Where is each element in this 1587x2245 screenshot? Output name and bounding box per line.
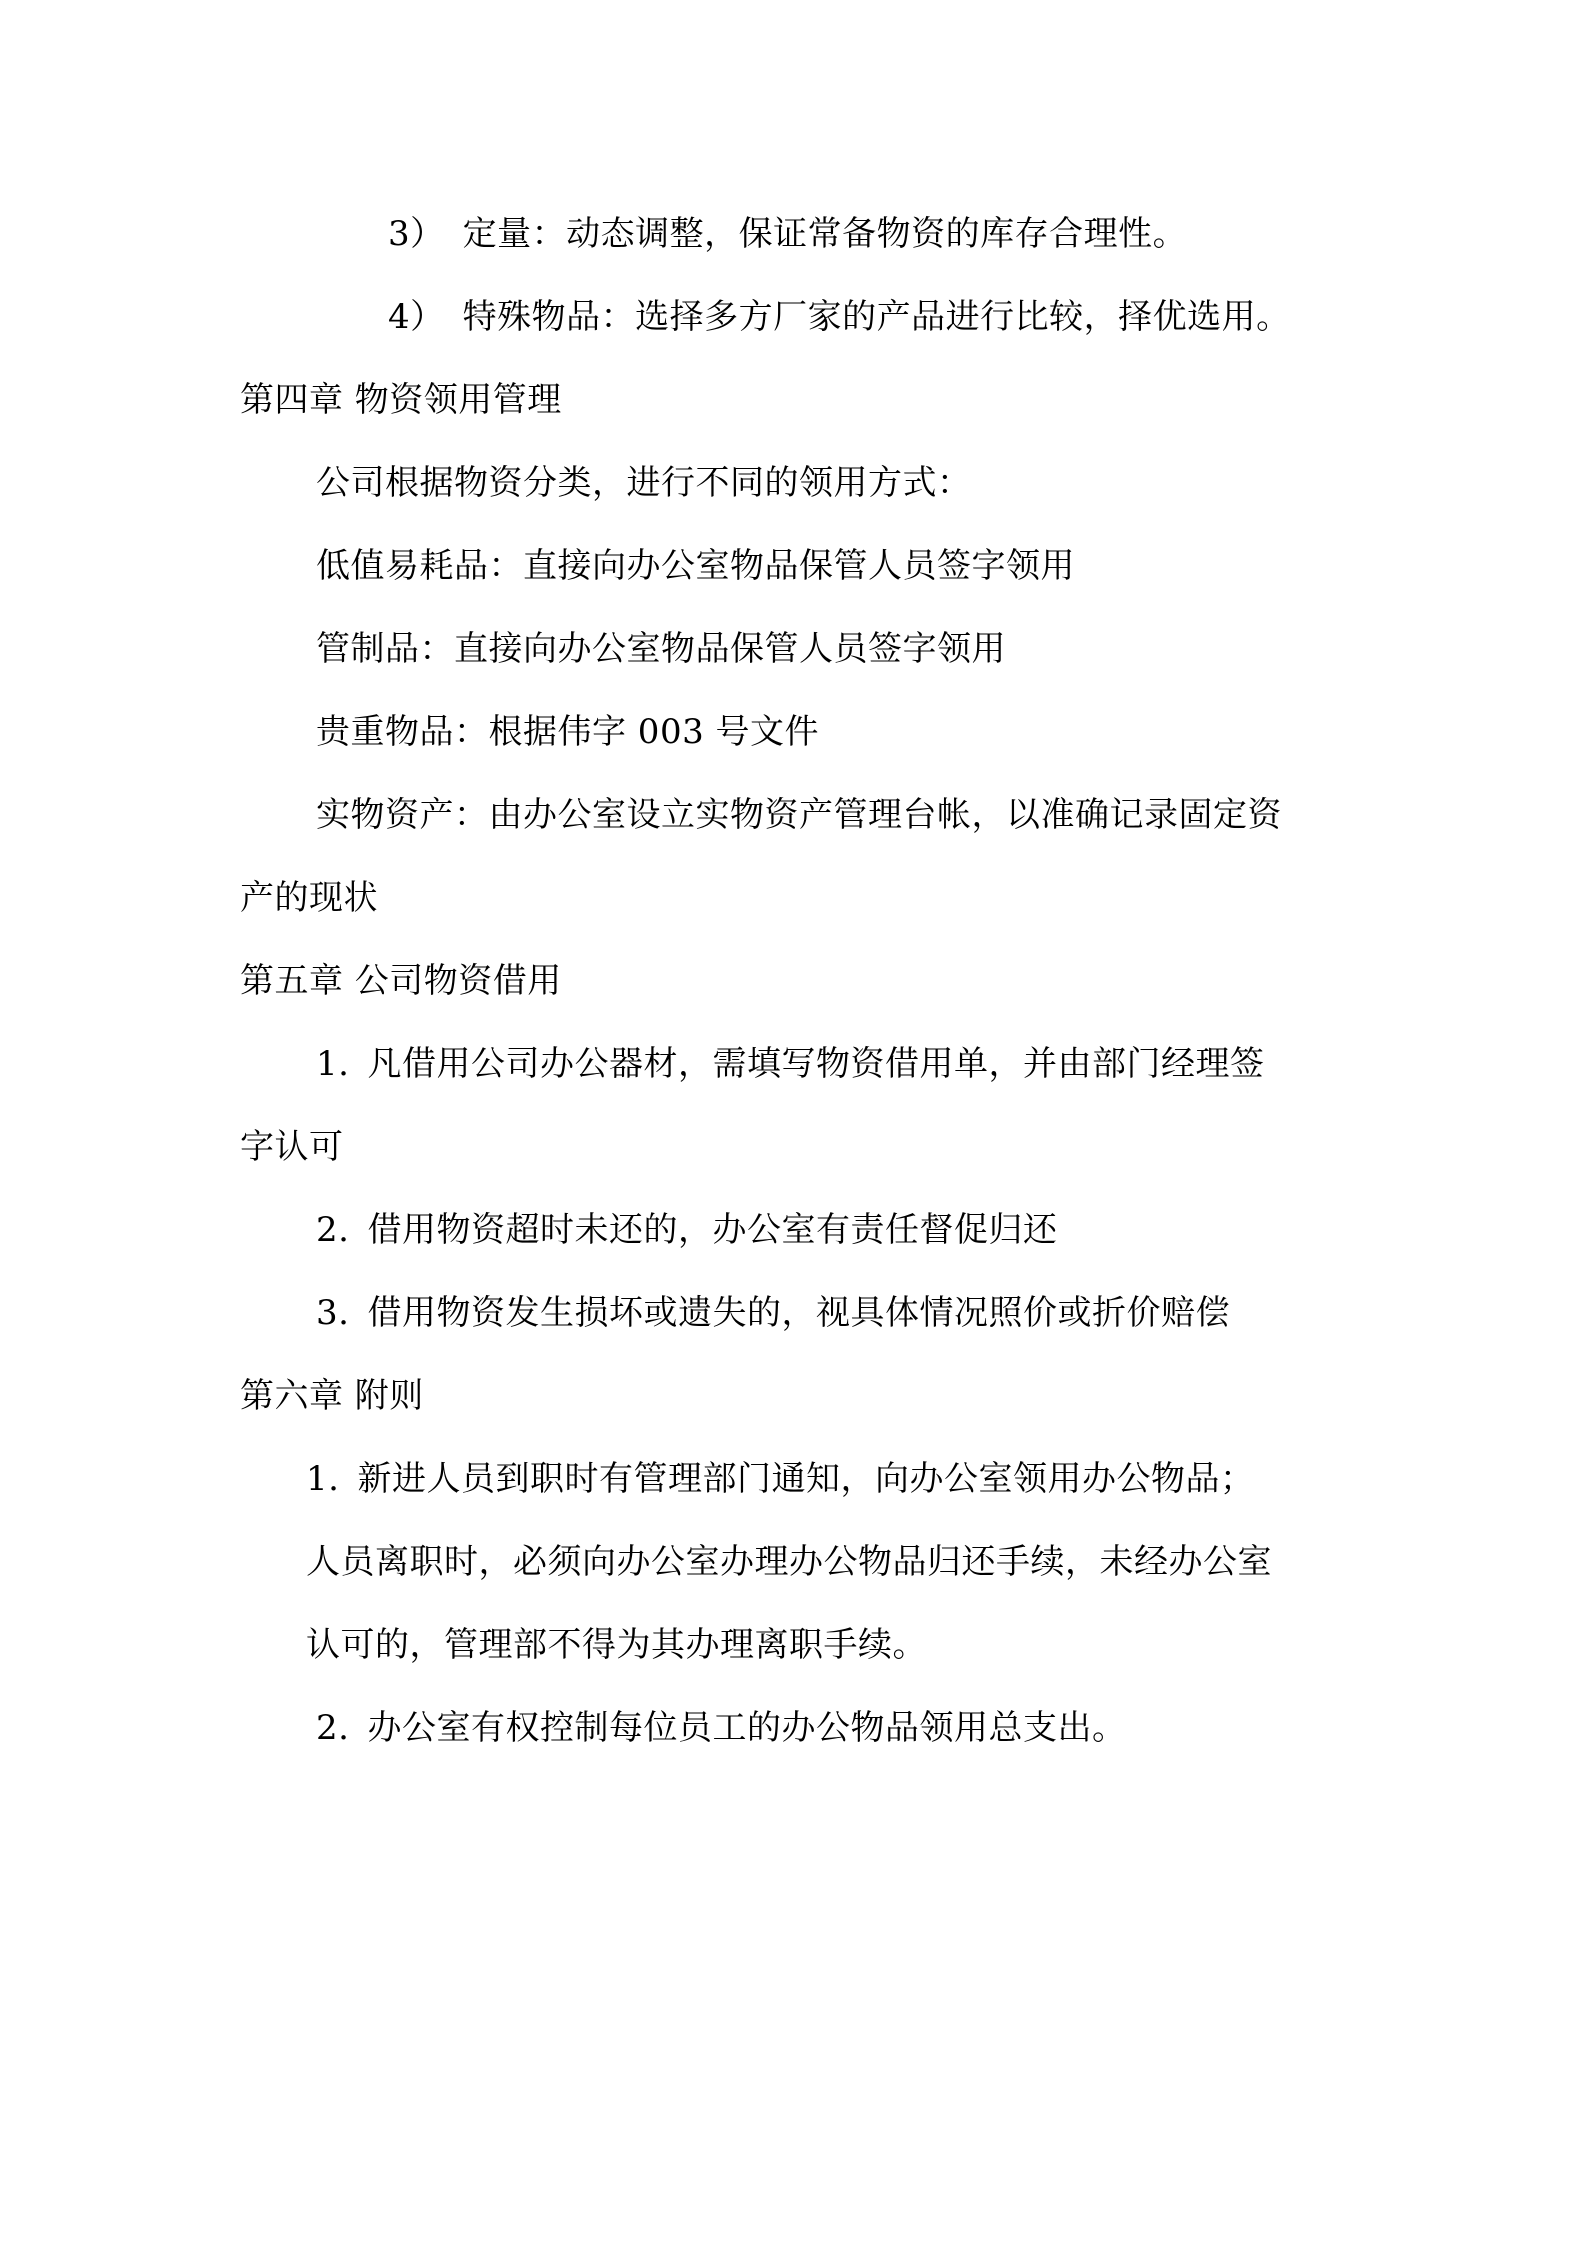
list-text: 特殊物品：选择多方厂家的产品进行比较，择优选用。: [462, 297, 1291, 337]
chapter-5-item-2: [316, 1210, 1057, 1250]
list-text: 定量：动态调整，保证常备物资的库存合理性。: [462, 214, 1188, 254]
chapter-4-title: 第四章 物资领用管理: [240, 380, 562, 420]
list-number: 1.: [316, 1044, 350, 1084]
list-text: 新进人员到职时有管理部门通知，向办公室领用办公物品；: [357, 1459, 1255, 1499]
list-number: 3.: [316, 1293, 350, 1333]
list-text: 借用物资超时未还的，办公室有责任督促归还: [367, 1210, 1058, 1250]
chapter-4-item-valuable: 贵重物品：根据伟字 003 号文件: [316, 712, 820, 752]
list-text: 凡借用公司办公器材，需填写物资借用单，并由部门经理签: [367, 1044, 1265, 1084]
chapter-6-item-1-line-3: 认可的，管理部不得为其办理离职手续。: [306, 1625, 927, 1665]
chapter-4-assets-line-2: 产的现状: [240, 878, 378, 918]
list-item-4: [388, 297, 1291, 337]
list-number: 4）: [388, 297, 445, 337]
chapter-5-item-1: [316, 1044, 1264, 1084]
list-number: 3）: [388, 214, 445, 254]
chapter-4-assets-line-1: 实物资产：由办公室设立实物资产管理台帐，以准确记录固定资: [316, 795, 1282, 835]
chapter-4-item-controlled: 管制品：直接向办公室物品保管人员签字领用: [316, 629, 1006, 669]
chapter-5-item-1-continuation: 字认可: [240, 1127, 344, 1167]
chapter-5-title: 第五章 公司物资借用: [240, 961, 562, 1001]
list-number: 2.: [316, 1708, 350, 1748]
chapter-6-item-2: [316, 1708, 1126, 1748]
list-item-3: [388, 214, 1187, 254]
chapter-5-item-3: [316, 1293, 1230, 1333]
chapter-6-item-1: [306, 1459, 1254, 1499]
list-text: 借用物资发生损坏或遗失的，视具体情况照价或折价赔偿: [367, 1293, 1230, 1333]
list-text: 办公室有权控制每位员工的办公物品领用总支出。: [367, 1708, 1127, 1748]
chapter-6-title: 第六章 附则: [240, 1376, 424, 1416]
list-number: 1.: [306, 1459, 340, 1499]
chapter-4-intro: 公司根据物资分类，进行不同的领用方式：: [316, 463, 972, 503]
list-number: 2.: [316, 1210, 350, 1250]
chapter-6-item-1-line-2: 人员离职时，必须向办公室办理办公物品归还手续，未经办公室: [306, 1542, 1272, 1582]
chapter-4-item-low-value: 低值易耗品：直接向办公室物品保管人员签字领用: [316, 546, 1075, 586]
